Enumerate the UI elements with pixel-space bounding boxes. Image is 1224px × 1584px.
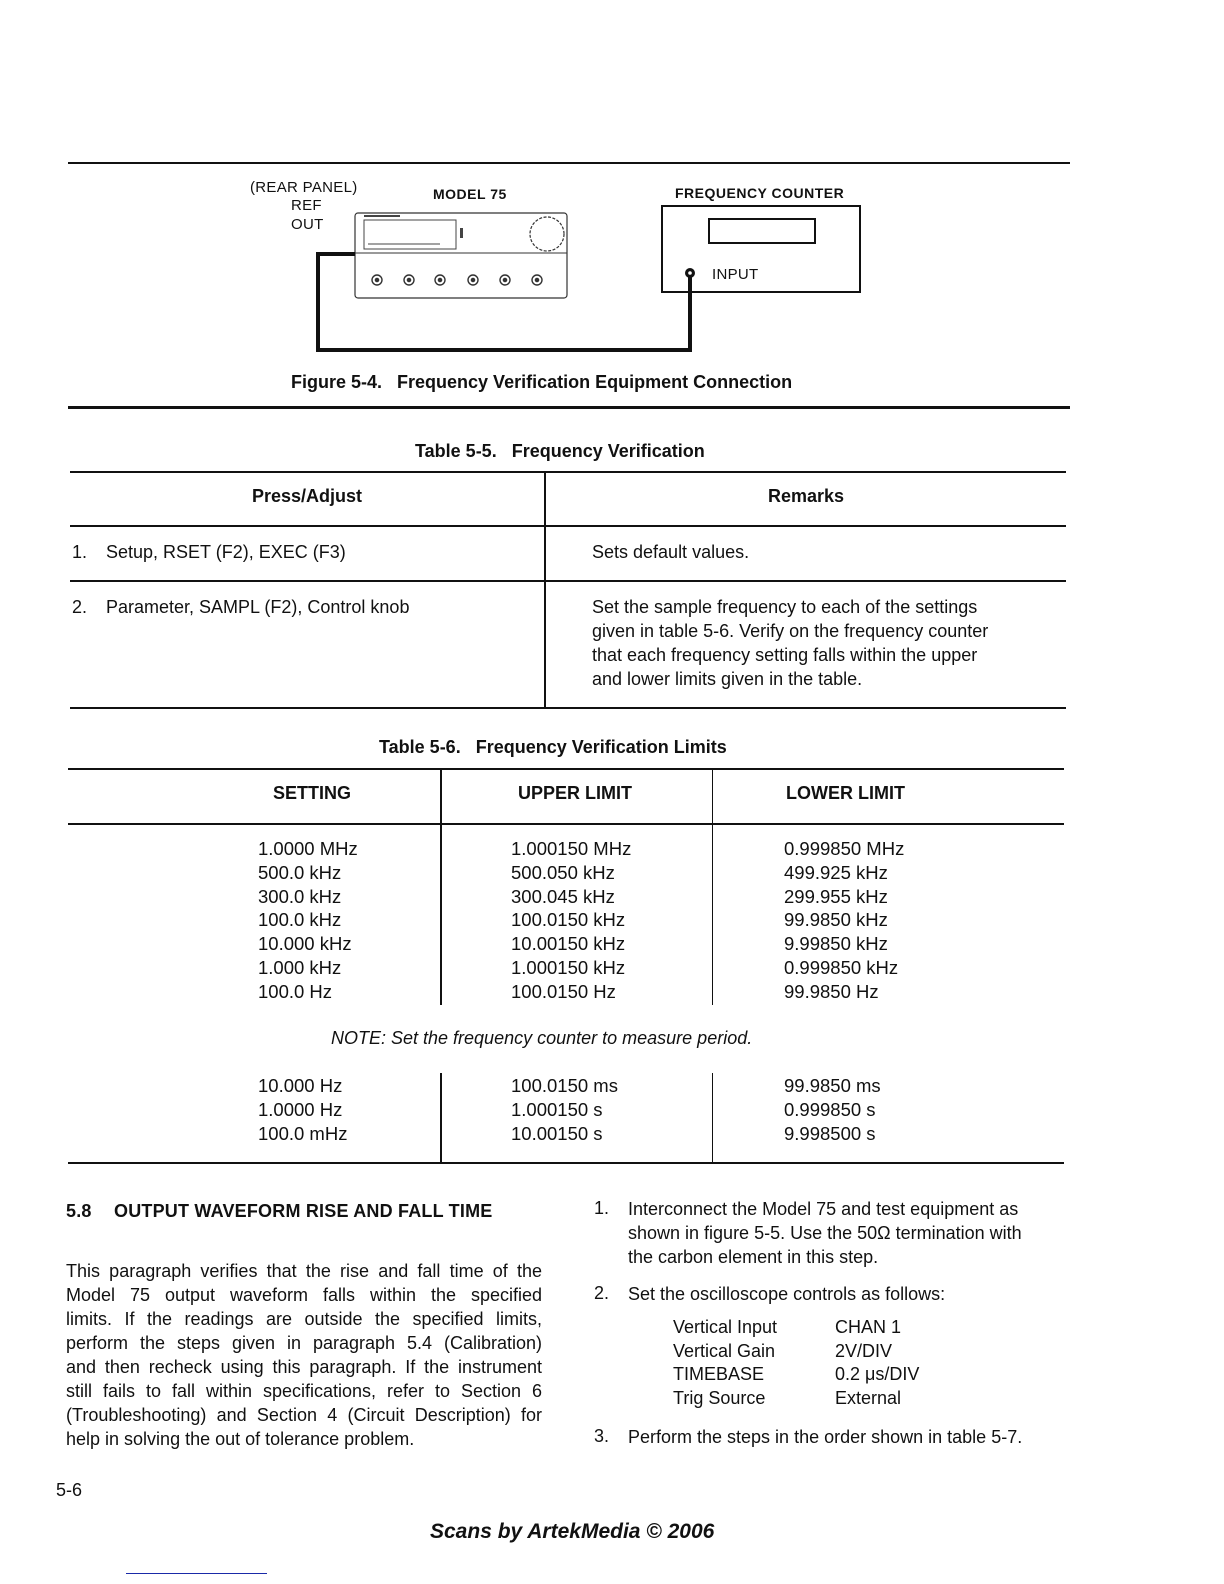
period-column-divider-1: [440, 1073, 442, 1163]
period-column-divider-2: [712, 1073, 713, 1163]
setting-control: Vertical Input: [673, 1317, 778, 1337]
setting-control: TIMEBASE: [673, 1364, 765, 1384]
upper-limit-cell: 10.00150 s: [511, 1122, 603, 1144]
rear-panel-label: (REAR PANEL): [250, 179, 358, 196]
table-5-6-caption: Table 5-6. Frequency Verification Limits: [379, 737, 727, 757]
model-label: MODEL 75: [433, 186, 507, 202]
step-line: Set the oscilloscope controls as follows:: [628, 1284, 946, 1304]
step-number: 3.: [594, 1426, 610, 1446]
upper-limit-cell: 100.0150 ms: [511, 1075, 618, 1096]
remarks-line: and lower limits given in the table.: [592, 669, 863, 689]
frequency-counter-label: FREQUENCY COUNTER: [675, 185, 845, 201]
out-label: OUT: [291, 216, 324, 233]
figure-caption: Figure 5-4. Frequency Verification Equipment Connection: [291, 372, 793, 392]
setting-control: Vertical Gain: [673, 1341, 776, 1361]
upper-limit-cell: 100.0150 Hz: [511, 980, 616, 1002]
header-setting: SETTING: [273, 783, 352, 803]
step-number: 2.: [594, 1283, 610, 1303]
remarks-line: given in table 5-6. Verify on the frequency counter: [592, 621, 989, 641]
setting-cell: 300.0 kHz: [258, 885, 342, 907]
setting-cell: 100.0 kHz: [258, 909, 342, 931]
step-line: Interconnect the Model 75 and test equipment as: [628, 1199, 1019, 1219]
figure-bottom-rule: [68, 406, 1070, 409]
lower-limit-cell: 0.999850 MHz: [784, 838, 905, 859]
column-divider-1: [440, 769, 442, 1005]
lower-limit-cell: 99.9850 kHz: [784, 909, 888, 931]
table-5-5-bottom-rule: [70, 707, 1066, 709]
lower-limit-cell: 99.9850 Hz: [784, 980, 879, 1002]
step-line: the carbon element in this step.: [628, 1247, 879, 1267]
setting-control: Trig Source: [673, 1388, 766, 1408]
upper-limit-cell: 100.0150 kHz: [511, 909, 626, 931]
header-lower-limit: LOWER LIMIT: [786, 783, 905, 803]
step-text: [628, 1425, 1022, 1449]
header-remarks: Remarks: [767, 486, 845, 506]
paragraph-line: (Troubleshooting) and Section 4 (Circuit Description) for: [66, 1405, 542, 1425]
table-5-5-header-rule: [70, 525, 1066, 527]
step-line: Perform the steps in the order shown in table 5-7.: [628, 1427, 1023, 1447]
setting-cell: 500.0 kHz: [258, 861, 342, 883]
press-adjust-cell: Setup, RSET (F2), EXEC (F3): [106, 542, 346, 562]
paragraph-line: limits. If the readings are outside the specified limits,: [66, 1309, 542, 1329]
paragraph-line: and then recheck using this paragraph. If the instrument: [66, 1357, 542, 1377]
paragraph-line: This paragraph verifies that the rise and fall time of the: [66, 1261, 542, 1281]
upper-limit-cell: 1.000150 MHz: [511, 838, 632, 859]
header-upper-limit: UPPER LIMIT: [518, 783, 633, 803]
table-5-6-header-rule: [68, 823, 1064, 825]
step-line: shown in figure 5-5. Use the 50Ω termination with: [628, 1223, 1022, 1243]
setting-cell: 10.000 Hz: [258, 1075, 343, 1096]
input-label: INPUT: [712, 266, 759, 283]
row-number: 2.: [72, 597, 88, 617]
setting-cell: 1.0000 Hz: [258, 1098, 343, 1120]
table-5-5-caption: Table 5-5. Frequency Verification: [415, 441, 705, 461]
press-adjust-cell: Parameter, SAMPL (F2), Control knob: [106, 597, 410, 617]
section-number: 5.8: [66, 1201, 92, 1221]
section-paragraph: [66, 1259, 542, 1451]
step-text: [628, 1282, 945, 1306]
section-title: OUTPUT WAVEFORM RISE AND FALL TIME: [114, 1201, 493, 1221]
remarks-cell: Sets default values.: [592, 542, 750, 562]
lower-limit-cell: 9.998500 s: [784, 1122, 876, 1144]
setting-value: CHAN 1: [835, 1317, 902, 1337]
remarks-cell: [592, 595, 988, 691]
setting-value: 0.2 μs/DIV: [835, 1364, 920, 1384]
page-number: 5-6: [56, 1480, 83, 1500]
setting-cell: 1.000 kHz: [258, 957, 342, 978]
table-5-5-row-rule: [70, 580, 1066, 582]
setting-cell: 1.0000 MHz: [258, 838, 358, 859]
lower-limit-cell: 99.9850 ms: [784, 1075, 881, 1096]
paragraph-line: still fails to fall within specifications, refer to Section 6: [66, 1381, 542, 1401]
bnc-connectors: [372, 275, 542, 285]
column-divider-2: [712, 769, 713, 1005]
remarks-line: Set the sample frequency to each of the settings: [592, 597, 978, 617]
upper-limit-cell: 10.00150 kHz: [511, 933, 626, 955]
top-rule: [68, 162, 1070, 164]
upper-limit-cell: 300.045 kHz: [511, 885, 615, 907]
ref-label: REF: [291, 197, 322, 214]
table-5-5-top-rule: [70, 471, 1066, 473]
control-knob-icon: [530, 217, 564, 251]
setting-value: External: [835, 1388, 902, 1408]
table-5-5-column-divider: [544, 472, 546, 708]
lower-limit-cell: 499.925 kHz: [784, 861, 888, 883]
header-press-adjust: Press/Adjust: [251, 486, 363, 506]
model-75-instrument: [355, 213, 567, 298]
step-number: 1.: [594, 1198, 610, 1218]
row-number: 1.: [72, 542, 88, 562]
paragraph-line: help in solving the out of tolerance problem.: [66, 1429, 415, 1449]
table-5-6-bottom-rule: [68, 1162, 1064, 1164]
setting-cell: 10.000 kHz: [258, 933, 352, 955]
upper-limit-cell: 1.000150 s: [511, 1098, 603, 1120]
equipment-connection-diagram: [300, 200, 880, 360]
note-text: NOTE: Set the frequency counter to measure period.: [331, 1028, 753, 1048]
step-text: [628, 1197, 1022, 1269]
remarks-line: that each frequency setting falls within the upper: [592, 645, 978, 665]
footer-blue-line: [126, 1573, 267, 1574]
paragraph-line: Model 75 output waveform falls within the specified: [66, 1285, 542, 1305]
lower-limit-cell: 0.999850 s: [784, 1098, 876, 1120]
setting-cell: 100.0 mHz: [258, 1122, 348, 1144]
upper-limit-cell: 1.000150 kHz: [511, 957, 626, 978]
paragraph-line: perform the steps given in paragraph 5.4 (Calibration): [66, 1333, 542, 1353]
lower-limit-cell: 9.99850 kHz: [784, 933, 888, 955]
upper-limit-cell: 500.050 kHz: [511, 861, 615, 883]
lower-limit-cell: 299.955 kHz: [784, 885, 888, 907]
table-5-6-top-rule: [68, 768, 1064, 770]
setting-cell: 100.0 Hz: [258, 980, 333, 1002]
connection-cable: [318, 254, 690, 350]
scan-credit: Scans by ArtekMedia © 2006: [430, 1520, 715, 1543]
lower-limit-cell: 0.999850 kHz: [784, 957, 899, 978]
setting-value: 2V/DIV: [835, 1341, 893, 1361]
